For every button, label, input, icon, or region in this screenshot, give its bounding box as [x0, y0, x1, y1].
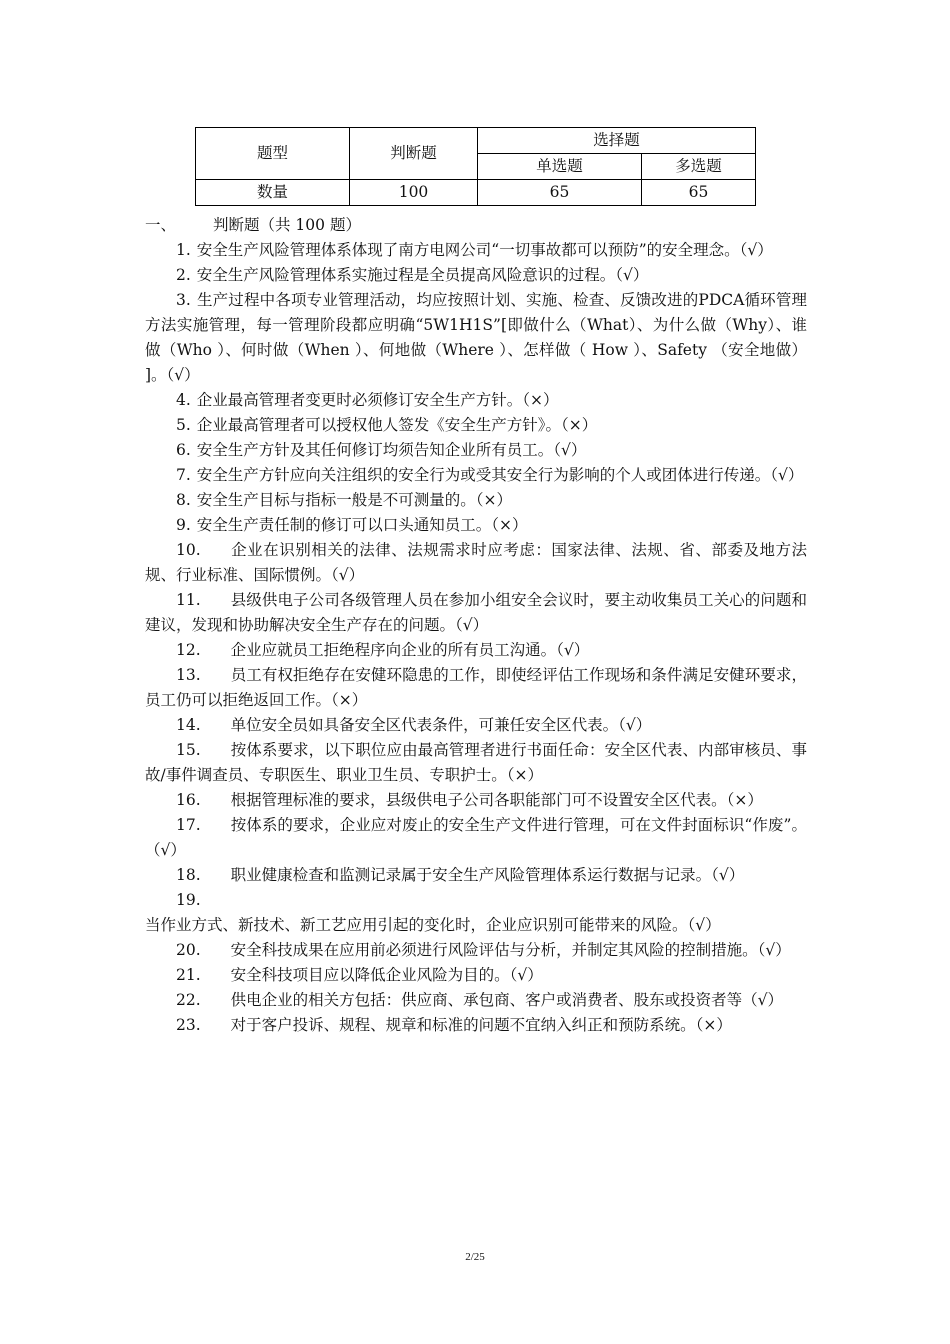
question-number: 21. [176, 966, 201, 984]
question-item [145, 538, 807, 588]
question-list [145, 213, 807, 1038]
question-item [145, 1013, 807, 1038]
multi-count: 65 [642, 180, 756, 206]
question-number: 7. [176, 466, 191, 484]
question-text: 安全科技项目应以降低企业风险为目的。（√） [230, 966, 543, 984]
question-item [145, 463, 807, 488]
header-single: 单选题 [478, 154, 642, 180]
question-number: 10. [176, 541, 201, 559]
question-text: 企业应就员工拒绝程序向企业的所有员工沟通。（√） [230, 641, 590, 659]
question-item [145, 513, 807, 538]
question-item [145, 288, 807, 388]
question-number: 9. [176, 516, 191, 534]
question-number: 3. [176, 291, 191, 309]
question-text: 单位安全员如具备安全区代表条件，可兼任安全区代表。（√） [230, 716, 652, 734]
question-item [145, 438, 807, 463]
question-number: 20. [176, 941, 201, 959]
page-number: 2/25 [465, 1251, 485, 1263]
question-text: 企业最高管理者可以授权他人签发《安全生产方针》。（×） [196, 416, 598, 434]
question-item [145, 238, 807, 263]
question-text: 安全生产风险管理体系实施过程是全员提高风险意识的过程。（√） [196, 266, 649, 284]
question-text: 按体系要求，以下职位应由最高管理者进行书面任命：安全区代表、内部审核员、事故/事件调查员、专职医生、职业卫生员、专职护士。（×） [145, 741, 807, 784]
question-number: 2. [176, 266, 191, 284]
question-text: 安全生产目标与指标一般是不可测量的。（×） [196, 491, 513, 509]
question-number: 18. [176, 866, 201, 884]
question-text: 企业在识别相关的法律、法规需求时应考虑：国家法律、法规、省、部委及地方法规、行业标准、国际惯例。（√） [145, 541, 807, 584]
question-item [145, 938, 807, 963]
question-text: 安全生产风险管理体系体现了南方电网公司“一切事故都可以预防”的安全理念。（√） [196, 241, 773, 259]
header-type: 题型 [196, 128, 350, 180]
question-number: 19. [176, 891, 201, 909]
question-number: 14. [176, 716, 201, 734]
question-number: 6. [176, 441, 191, 459]
section-heading [145, 213, 807, 238]
question-item [145, 638, 807, 663]
question-text: 安全生产责任制的修订可以口头通知员工。（×） [196, 516, 528, 534]
question-item [145, 663, 807, 713]
question-text: 当作业方式、新技术、新工艺应用引起的变化时，企业应识别可能带来的风险。（√） [145, 916, 721, 934]
question-item [145, 788, 807, 813]
question-text: 安全科技成果在应用前必须进行风险评估与分析，并制定其风险的控制措施。（√） [230, 941, 791, 959]
question-item [145, 738, 807, 788]
question-number: 5. [176, 416, 191, 434]
question-number: 8. [176, 491, 191, 509]
header-judge: 判断题 [350, 128, 478, 180]
question-text: 安全生产方针及其任何修订均须告知企业所有员工。（√） [196, 441, 587, 459]
question-item [145, 263, 807, 288]
question-number: 15. [176, 741, 201, 759]
question-item [145, 388, 807, 413]
question-item [145, 813, 807, 863]
question-text: 县级供电子公司各级管理人员在参加小组安全会议时，要主动收集员工关心的问题和建议，发现和协助解决安全生产存在的问题。（√） [145, 591, 807, 634]
question-number: 23. [176, 1016, 201, 1034]
row-label: 数量 [196, 180, 350, 206]
question-item [145, 413, 807, 438]
question-number: 16. [176, 791, 201, 809]
question-item [145, 488, 807, 513]
question-text: 员工有权拒绝存在安健环隐患的工作，即使经评估工作现场和条件满足安健环要求，员工仍可以拒绝返回工作。（×） [145, 666, 807, 709]
question-item [145, 713, 807, 738]
section-title: 判断题（共 100 题） [213, 216, 361, 234]
question-item [145, 863, 807, 888]
question-number: 12. [176, 641, 201, 659]
question-text: 企业最高管理者变更时必须修订安全生产方针。（×） [196, 391, 559, 409]
question-text: 生产过程中各项专业管理活动，均应按照计划、实施、检查、反馈改进的PDCA循环管理方法实施管理，每一管理阶段都应明确“5W1H1S”[即做什么（What）、为什么做（Why）、谁做（Who ）、何时做（When ）、何地做（Where ）、怎样做（ How ）、Safety （安全地做） ]。（√） [145, 291, 807, 384]
question-text: 供电企业的相关方包括：供应商、承包商、客户或消费者、股东或投资者等（√） [230, 991, 784, 1009]
question-text: 职业健康检查和监测记录属于安全生产风险管理体系运行数据与记录。（√） [230, 866, 745, 884]
judge-count: 100 [350, 180, 478, 206]
question-item [145, 988, 807, 1013]
question-number: 17. [176, 816, 201, 834]
question-item [145, 588, 807, 638]
section-number: 一、 [145, 216, 177, 234]
question-number: 11. [176, 591, 201, 609]
header-choice: 选择题 [478, 128, 756, 154]
question-number: 13. [176, 666, 201, 684]
header-multi: 多选题 [642, 154, 756, 180]
question-number: 1. [176, 241, 191, 259]
question-text: 对于客户投诉、规程、规章和标准的问题不宜纳入纠正和预防系统。（×） [230, 1016, 732, 1034]
question-text: 安全生产方针应向关注组织的安全行为或受其安全行为影响的个人或团体进行传递。（√） [196, 466, 804, 484]
question-number: 22. [176, 991, 201, 1009]
question-text: 根据管理标准的要求，县级供电子公司各职能部门可不设置安全区代表。（×） [230, 791, 763, 809]
question-summary-table [195, 127, 756, 206]
question-item [145, 888, 807, 938]
question-text: 按体系的要求，企业应对废止的安全生产文件进行管理，可在文件封面标识“作废”。（√） [145, 816, 807, 859]
question-number: 4. [176, 391, 191, 409]
question-item [145, 963, 807, 988]
single-count: 65 [478, 180, 642, 206]
